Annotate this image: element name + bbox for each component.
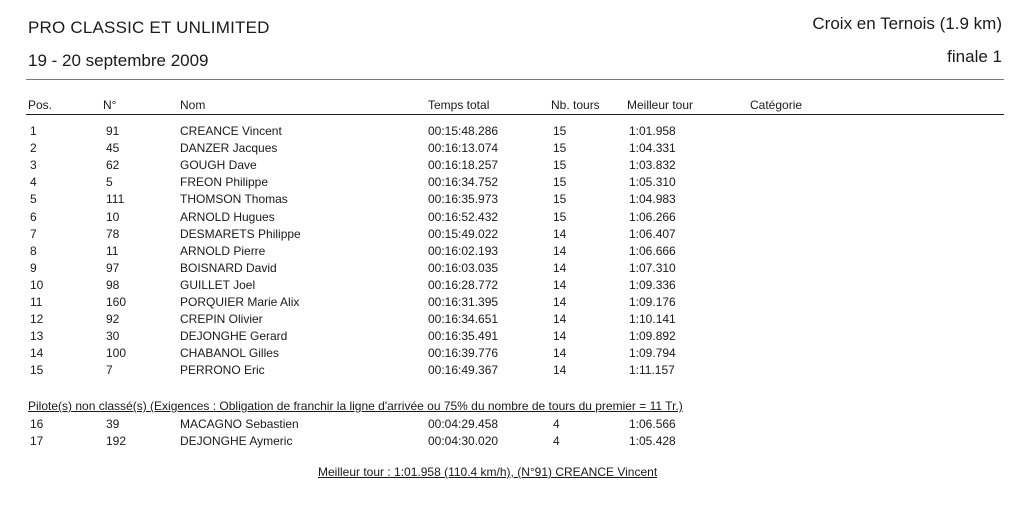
row-laps: 15 xyxy=(553,192,567,207)
row-name: ARNOLD Hugues xyxy=(180,209,275,224)
table-row xyxy=(0,294,1024,311)
row-laps: 15 xyxy=(553,209,567,224)
row-laps: 14 xyxy=(553,226,567,241)
session-name: finale 1 xyxy=(947,47,1002,66)
row-total-time: 00:16:35.973 xyxy=(428,192,499,207)
row-number: 11 xyxy=(106,243,119,258)
row-laps: 4 xyxy=(553,434,560,448)
row-name: THOMSON Thomas xyxy=(180,192,288,207)
row-total-time: 00:16:31.395 xyxy=(428,295,499,309)
row-best-lap: 1:03.832 xyxy=(629,158,676,173)
row-name: ARNOLD Pierre xyxy=(180,243,266,258)
row-best-lap: 1:04.983 xyxy=(629,192,676,207)
row-name: CREANCE Vincent xyxy=(180,124,282,138)
table-row xyxy=(0,140,1024,157)
row-pos: 12 xyxy=(30,312,44,327)
row-number: 97 xyxy=(106,260,120,275)
results-table-header xyxy=(0,97,1024,114)
venue: Croix en Ternois (1.9 km) xyxy=(812,14,1002,33)
row-total-time: 00:16:52.432 xyxy=(428,209,499,224)
row-laps: 14 xyxy=(553,363,567,378)
row-laps: 15 xyxy=(553,124,567,138)
row-total-time: 00:16:39.776 xyxy=(428,346,499,361)
row-total-time: 00:16:13.074 xyxy=(428,141,499,156)
column-header-name: Nom xyxy=(180,98,206,112)
row-best-lap: 1:06.407 xyxy=(629,226,676,241)
row-pos: 1 xyxy=(30,124,37,138)
row-best-lap: 1:09.336 xyxy=(629,277,676,292)
row-laps: 15 xyxy=(553,141,567,156)
row-total-time: 00:16:28.772 xyxy=(428,277,499,292)
row-name: DANZER Jacques xyxy=(180,141,278,156)
table-row xyxy=(0,209,1024,226)
row-pos: 6 xyxy=(30,209,37,224)
row-number: 92 xyxy=(106,312,120,327)
row-total-time: 00:15:48.286 xyxy=(428,124,499,138)
row-pos: 17 xyxy=(30,434,44,448)
table-row xyxy=(0,174,1024,191)
row-name: PORQUIER Marie Alix xyxy=(180,295,300,309)
table-row xyxy=(0,433,1024,450)
table-row xyxy=(0,243,1024,260)
column-header-category: Catégorie xyxy=(750,98,803,112)
row-best-lap: 1:09.176 xyxy=(629,295,676,309)
row-pos: 16 xyxy=(30,417,44,431)
row-number: 111 xyxy=(106,192,125,207)
table-header-divider xyxy=(26,114,1004,115)
table-row xyxy=(0,328,1024,345)
column-header-pos: Pos. xyxy=(28,98,53,112)
row-best-lap: 1:10.141 xyxy=(629,312,676,327)
row-total-time: 00:16:18.257 xyxy=(428,158,499,173)
not-classified-note: Pilote(s) non classé(s) (Exigences : Obligation de franchir la ligne d'arrivée ou 75% du nombre de tours du premier = 11 Tr.) xyxy=(28,399,683,413)
row-number: 192 xyxy=(106,434,127,448)
row-number: 100 xyxy=(106,346,127,361)
row-pos: 5 xyxy=(30,192,37,207)
row-number: 10 xyxy=(106,209,120,224)
row-best-lap: 1:09.794 xyxy=(629,346,676,361)
row-name: DEJONGHE Aymeric xyxy=(180,434,293,448)
row-name: DESMARETS Philippe xyxy=(180,226,301,241)
row-total-time: 00:16:34.651 xyxy=(428,312,499,327)
table-row xyxy=(0,191,1024,208)
row-total-time: 00:16:03.035 xyxy=(428,260,499,275)
row-number: 30 xyxy=(106,329,120,344)
table-row xyxy=(0,277,1024,294)
row-best-lap: 1:11.157 xyxy=(629,363,675,378)
row-total-time: 00:04:29.458 xyxy=(428,417,499,431)
row-pos: 4 xyxy=(30,175,37,190)
row-laps: 14 xyxy=(553,260,567,275)
row-pos: 7 xyxy=(30,226,37,241)
row-number: 39 xyxy=(106,417,120,431)
table-row xyxy=(0,345,1024,362)
row-total-time: 00:15:49.022 xyxy=(428,226,499,241)
row-number: 45 xyxy=(106,141,120,156)
row-pos: 14 xyxy=(30,346,44,361)
row-name: BOISNARD David xyxy=(180,260,277,275)
table-row xyxy=(0,362,1024,379)
row-number: 91 xyxy=(106,124,120,138)
row-total-time: 00:16:02.193 xyxy=(428,243,499,258)
table-row xyxy=(0,123,1024,140)
row-laps: 14 xyxy=(553,346,567,361)
event-title: PRO CLASSIC ET UNLIMITED xyxy=(28,18,270,37)
row-total-time: 00:04:30.020 xyxy=(428,434,499,448)
row-total-time: 00:16:49.367 xyxy=(428,363,499,378)
row-pos: 2 xyxy=(30,141,37,156)
row-pos: 3 xyxy=(30,158,37,173)
row-laps: 14 xyxy=(553,312,567,327)
header-divider xyxy=(26,79,1004,80)
table-row xyxy=(0,311,1024,328)
row-name: CHABANOL Gilles xyxy=(180,346,279,361)
table-row xyxy=(0,226,1024,243)
row-laps: 15 xyxy=(553,175,567,190)
row-number: 78 xyxy=(106,226,120,241)
row-best-lap: 1:06.566 xyxy=(629,417,676,431)
row-number: 62 xyxy=(106,158,120,173)
row-name: GOUGH Dave xyxy=(180,158,257,173)
row-laps: 15 xyxy=(553,158,567,173)
row-number: 160 xyxy=(106,295,127,309)
row-pos: 15 xyxy=(30,363,44,378)
column-header-number: N° xyxy=(103,98,117,112)
row-pos: 9 xyxy=(30,260,37,275)
row-name: MACAGNO Sebastien xyxy=(180,417,299,431)
row-best-lap: 1:01.958 xyxy=(629,124,676,138)
row-name: PERRONO Eric xyxy=(180,363,265,378)
column-header-total-time: Temps total xyxy=(428,98,490,112)
row-name: DEJONGHE Gerard xyxy=(180,329,288,344)
row-laps: 14 xyxy=(553,295,567,309)
row-pos: 8 xyxy=(30,243,37,258)
row-laps: 4 xyxy=(553,417,560,431)
row-pos: 13 xyxy=(30,329,44,344)
row-laps: 14 xyxy=(553,277,567,292)
column-header-laps: Nb. tours xyxy=(551,98,600,112)
row-name: FREON Philippe xyxy=(180,175,269,190)
row-best-lap: 1:06.266 xyxy=(629,209,676,224)
row-best-lap: 1:04.331 xyxy=(629,141,676,156)
column-header-best-lap: Meilleur tour xyxy=(627,98,694,112)
event-dates: 19 - 20 septembre 2009 xyxy=(28,51,209,70)
row-total-time: 00:16:34.752 xyxy=(428,175,499,190)
table-row xyxy=(0,157,1024,174)
row-best-lap: 1:05.428 xyxy=(629,434,676,448)
row-best-lap: 1:06.666 xyxy=(629,243,676,258)
table-row xyxy=(0,416,1024,433)
row-number: 7 xyxy=(106,363,113,378)
row-name: CREPIN Olivier xyxy=(180,312,263,327)
best-lap-summary: Meilleur tour : 1:01.958 (110.4 km/h), (N°91) CREANCE Vincent xyxy=(318,465,658,479)
row-best-lap: 1:09.892 xyxy=(629,329,676,344)
row-laps: 14 xyxy=(553,329,567,344)
table-row xyxy=(0,260,1024,277)
row-number: 98 xyxy=(106,277,120,292)
row-best-lap: 1:07.310 xyxy=(629,260,676,275)
row-laps: 14 xyxy=(553,243,567,258)
row-total-time: 00:16:35.491 xyxy=(428,329,499,344)
row-pos: 11 xyxy=(30,295,43,309)
row-name: GUILLET Joel xyxy=(180,277,256,292)
row-pos: 10 xyxy=(30,277,44,292)
row-best-lap: 1:05.310 xyxy=(629,175,676,190)
row-number: 5 xyxy=(106,175,113,190)
